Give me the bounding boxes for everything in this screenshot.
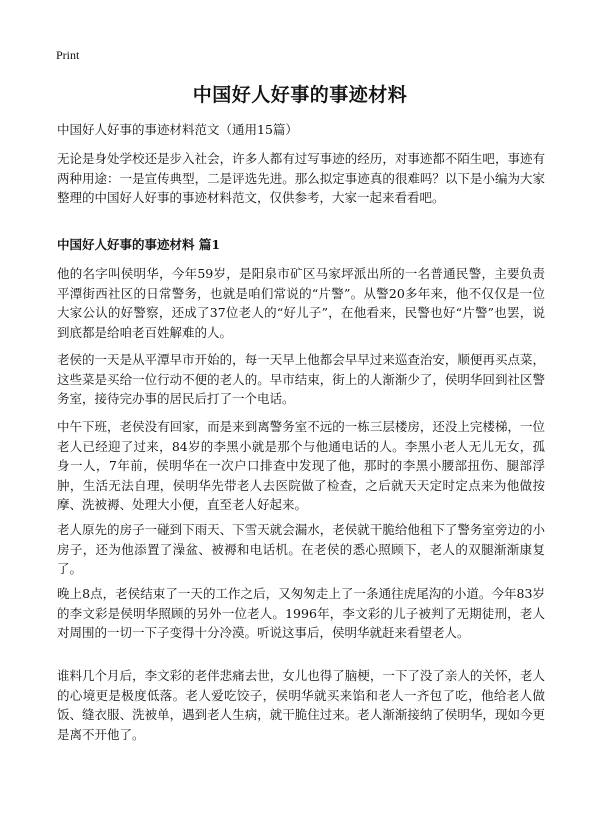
section-heading: 中国好人好事的事迹材料 篇1: [57, 237, 221, 252]
intro-paragraph: 无论是身处学校还是步入社会，许多人都有过写事迹的经历，对事迹都不陌生吧，事迹有两种用途：一是宣传典型，二是评选先进。那么拟定事迹真的很难吗？以下是小编为大家整理的中国好人好事的事迹材料范文，仅供参考，大家一起来看看吧。: [57, 151, 545, 205]
body-paragraph: 晚上8点，老侯结束了一天的工作之后，又匆匆走上了一条通往虎尾沟的小道。今年83岁的李文彩是侯明华照顾的另外一位老人。1996年，李文彩的儿子被判了无期徒刑，老人对周围的一切一下子变得十分冷漠。听说这事后，侯明华就赶来看望老人。: [57, 586, 545, 640]
body-paragraph: 中午下班，老侯没有回家，而是来到离警务室不远的一栋三层楼房，还没上完楼梯，一位老人已经迎了过来，84岁的李黑小就是那个与他通电话的人。李黑小老人无儿无女，孤身一人，7年前，侯明华在一次户口排查中发现了他，那时的李黑小腰部扭伤、腿部浮肿，生活无法自理，侯明华先带老人去医院做了检查，之后就天天定时定点来为他做按摩、洗被褥、处理大小便，直至老人好起来。: [57, 419, 545, 512]
body-paragraph: 谁料几个月后，李文彩的老伴悲痛去世，女儿也得了脑梗，一下了没了亲人的关怀，老人的心境更是极度低落。老人爱吃饺子，侯明华就买来馅和老人一齐包了吃，他给老人做饭、缝衣服、洗被单，遇到老人生病，就干脆住过来。老人渐渐接纳了侯明华，现如今更是离不开他了。: [57, 668, 545, 742]
body-paragraph: 老侯的一天是从平潭早市开始的，每一天早上他都会早早过来巡查治安，顺便再买点菜，这些菜是买给一位行动不便的老人的。早市结束，街上的人渐渐少了，侯明华回到社区警务室，接待完办事的居民后打了一个电话。: [57, 352, 545, 406]
body-paragraph: 老人原先的房子一碰到下雨天、下雪天就会漏水，老侯就干脆给他租下了警务室旁边的小房子，还为他添置了澡盆、被褥和电话机。在老侯的悉心照顾下，老人的双腿渐渐康复了。: [57, 522, 545, 576]
page-title: 中国好人好事的事迹材料: [192, 84, 408, 106]
print-label[interactable]: Print: [56, 48, 80, 62]
body-paragraph: 他的名字叫侯明华，今年59岁，是阳泉市矿区马家坪派出所的一名普通民警，主要负责平潭街西社区的日常警务，也就是咱们常说的“片警”。从警20多年来，他不仅仅是一位大家公认的好警察，还成了37位老人的“好儿子”，在他看来，民警也好“片警”也罢，说到底都是给咱老百姓解难的人。: [57, 266, 545, 340]
document-subtitle: 中国好人好事的事迹材料范文（通用15篇）: [57, 122, 298, 137]
